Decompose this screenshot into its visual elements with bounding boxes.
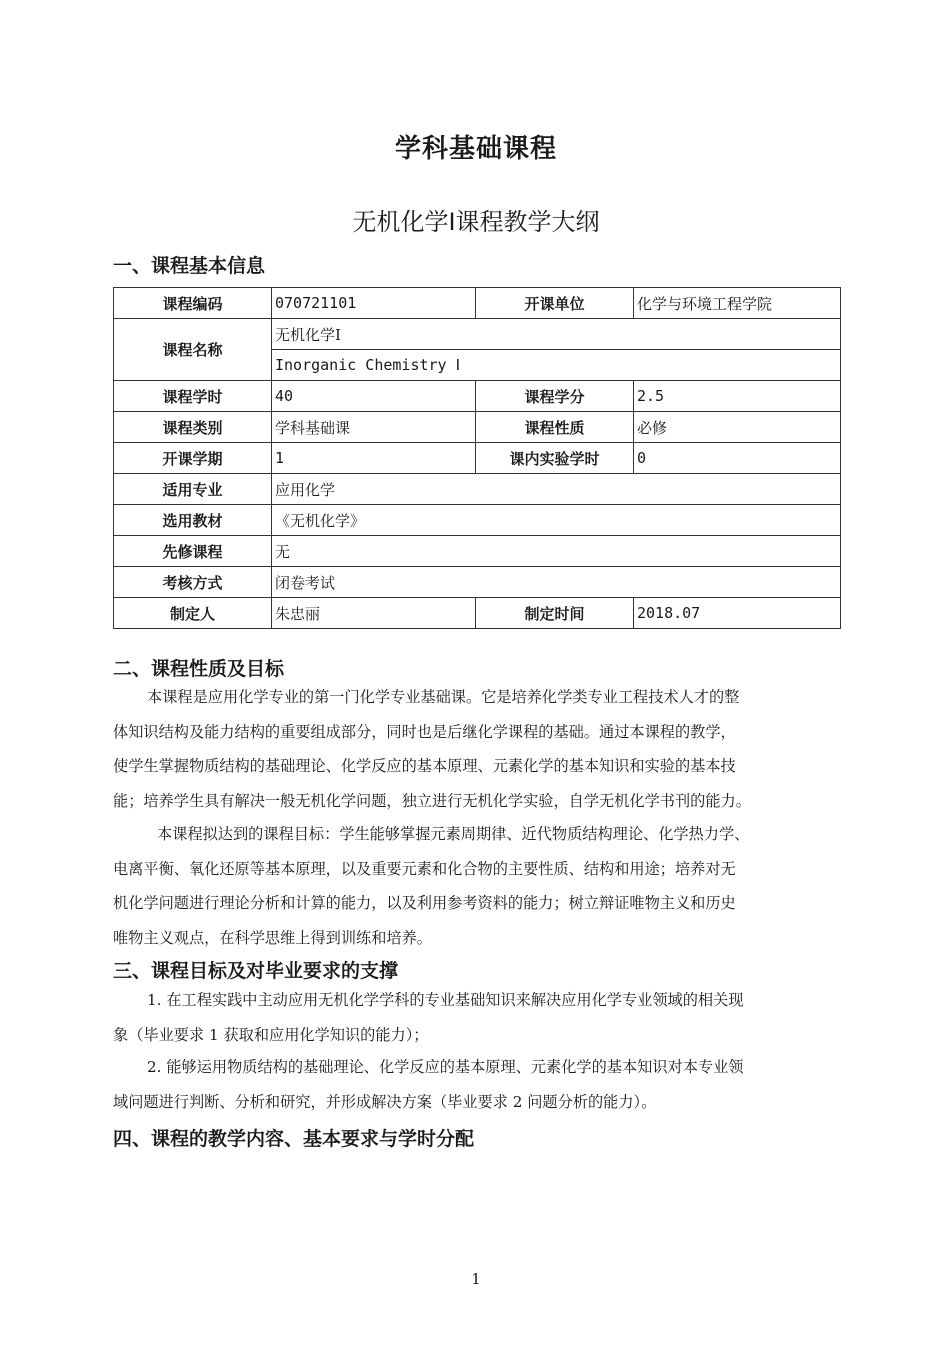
section-2-heading: 二、课程性质及目标	[113, 658, 285, 680]
syllabus-title: 无机化学Ⅰ课程教学大纲	[352, 208, 600, 236]
paragraph-line: 象（毕业要求 1 获取和应用化学知识的能力）；	[113, 1025, 429, 1044]
textbook-value: 《无机化学》	[272, 505, 841, 536]
course-code-label: 课程编码	[114, 288, 272, 319]
paragraph-line: 能；培养学生具有解决一般无机化学问题，独立进行无机化学实验，自学无机化学书刊的能力。	[113, 791, 751, 810]
section-4-heading: 四、课程的教学内容、基本要求与学时分配	[113, 1128, 475, 1150]
course-nature-value: 必修	[634, 412, 841, 443]
table-row	[114, 536, 841, 567]
offering-unit-value: 化学与环境工程学院	[634, 288, 841, 319]
course-nature-label: 课程性质	[476, 412, 634, 443]
assessment-value: 闭卷考试	[272, 567, 841, 598]
course-category-value: 学科基础课	[272, 412, 476, 443]
table-row	[114, 412, 841, 443]
course-credit-label: 课程学分	[476, 381, 634, 412]
major-label: 适用专业	[114, 474, 272, 505]
paragraph-line: 1. 在工程实践中主动应用无机化学学科的专业基础知识来解决应用化学专业领域的相关现	[147, 991, 744, 1009]
course-name-label: 课程名称	[114, 319, 272, 381]
course-name-cn: 无机化学Ⅰ	[272, 319, 841, 350]
paragraph-line: 本课程是应用化学专业的第一门化学专业基础课。它是培养化学类专业工程技术人才的整	[147, 688, 740, 706]
date-value: 2018.07	[634, 598, 841, 629]
author-label: 制定人	[114, 598, 272, 629]
paragraph-line: 域问题进行判断、分析和研究，并形成解决方案（毕业要求 2 问题分析的能力）。	[113, 1092, 657, 1111]
paragraph-line: 体知识结构及能力结构的重要组成部分，同时也是后继化学课程的基础。通过本课程的教学，	[113, 722, 736, 741]
course-info-table	[113, 287, 841, 629]
table-row	[114, 598, 841, 629]
course-objective-paragraph	[113, 817, 843, 955]
prerequisite-value: 无	[272, 536, 841, 567]
table-row	[114, 319, 841, 350]
term-label: 开课学期	[114, 443, 272, 474]
table-row	[114, 443, 841, 474]
table-row	[114, 381, 841, 412]
paragraph-line: 机化学问题进行理论分析和计算的能力，以及利用参考资料的能力；树立辩证唯物主义和历史	[113, 894, 736, 912]
table-row	[114, 505, 841, 536]
course-name-en: Inorganic Chemistry Ⅰ	[272, 350, 841, 381]
course-code-value: 070721101	[272, 288, 476, 319]
paragraph-line: 使学生掌握物质结构的基础理论、化学反应的基本原理、元素化学的基本知识和实验的基本技	[113, 757, 736, 775]
course-category-label: 课程类别	[114, 412, 272, 443]
table-row	[114, 288, 841, 319]
textbook-label: 选用教材	[114, 505, 272, 536]
major-value: 应用化学	[272, 474, 841, 505]
objective-item-2	[113, 1050, 843, 1119]
lab-hours-label: 课内实验学时	[476, 443, 634, 474]
section-3-heading: 三、课程目标及对毕业要求的支撑	[113, 960, 399, 982]
course-nature-paragraph	[113, 680, 843, 818]
paragraph-line: 2. 能够运用物质结构的基础理论、化学反应的基本原理、元素化学的基本知识对本专业领	[147, 1058, 744, 1076]
course-credit-value: 2.5	[634, 381, 841, 412]
author-value: 朱忠丽	[272, 598, 476, 629]
date-label: 制定时间	[476, 598, 634, 629]
document-title: 学科基础课程	[394, 134, 557, 164]
paragraph-line: 唯物主义观点，在科学思维上得到训练和培养。	[113, 928, 432, 947]
prerequisite-label: 先修课程	[114, 536, 272, 567]
paragraph-line: 本课程拟达到的课程目标：学生能够掌握元素周期律、近代物质结构理论、化学热力学、	[157, 825, 750, 843]
page-number: 1	[471, 1270, 481, 1288]
section-1-heading: 一、课程基本信息	[113, 255, 266, 277]
table-row	[114, 474, 841, 505]
paragraph-line: 电离平衡、氧化还原等基本原理，以及重要元素和化合物的主要性质、结构和用途；培养对无	[113, 859, 736, 878]
lab-hours-value: 0	[634, 443, 841, 474]
table-row	[114, 567, 841, 598]
term-value: 1	[272, 443, 476, 474]
offering-unit-label: 开课单位	[476, 288, 634, 319]
assessment-label: 考核方式	[114, 567, 272, 598]
course-hours-label: 课程学时	[114, 381, 272, 412]
objective-item-1	[113, 983, 843, 1052]
course-hours-value: 40	[272, 381, 476, 412]
